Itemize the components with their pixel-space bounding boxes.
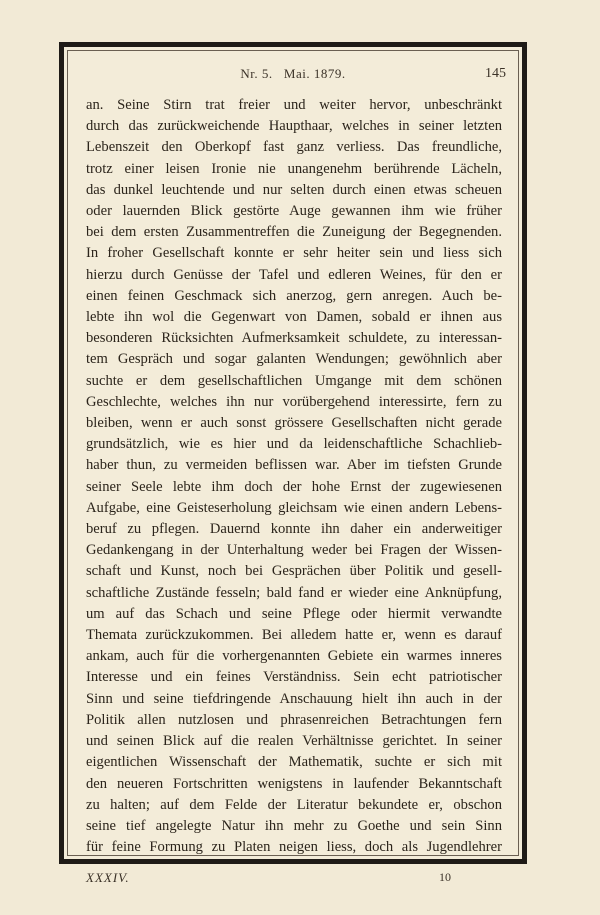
text-line: seiner Seele lebte ihm doch der hohe Ernst der zugewiesenen [86,478,502,495]
text-line: an. Seine Stirn trat freier und weiter hervor, unbeschränkt [86,97,502,113]
text-line: um auf das Schach und seine Pflege oder hiermit verwandte [86,605,502,622]
text-line: ankam, auch für die vorhergenannten Gebiete ein warmes inneres [86,648,502,665]
text-line: Aufgabe, eine Geisteserholung gleichsam wie einen andern Lebens- [86,499,502,516]
text-line: beruf zu pflegen. Dauernd konnte ihn daher ein anderweitiger [86,521,502,538]
text-line: suchte er dem gesellschaftlichen Umgange mit dem schönen [86,372,502,389]
text-line: lebte ihn wol die Gegenwart von Damen, sobald er ihnen aus [86,309,502,326]
page-frame [59,42,527,864]
text-line: Geschlechte, welches ihn nur vorübergehend interessirte, fern zu [86,393,502,410]
text-line: besonderen Rücksichten Aufmerksamkeit schuldete, zu interessan- [86,330,502,347]
text-line: haber thun, zu vermeiden beflissen war. Aber im tiefsten Grunde [86,457,502,474]
text-line: für feine Formung zu Platen neigen liess, doch als Jugendlehrer [86,839,502,856]
sheet-number: 10 [439,870,451,884]
issue-number: Nr. 5. [240,66,273,81]
text-line: durch das zurückweichende Haupthaar, welches in seiner letzten [86,118,502,135]
text-line: bei dem ersten Zusammentreffen die Zuneigung der Begegnenden. [86,224,502,241]
text-line: seine tief angelegte Natur ihn mehr zu Goethe und sein Sinn [86,817,502,834]
text-line: und seinen Blick auf die realen Verhältnisse gerichtet. In seiner [86,733,502,750]
text-line: Sinn und seine tiefdringende Anschauung hielt ihn auch in der [86,690,502,707]
page-number: 145 [485,66,506,81]
text-line: trotz einer leisen Ironie nie unangenehm berührende Lächeln, [86,160,502,177]
text-line: Gedankengang in der Unterhaltung weder bei Fragen der Wissen- [86,542,502,559]
text-line: Politik allen nutzlosen und phrasenreichen Betrachtungen fern [86,711,502,728]
text-line: Themata zurückzukommen. Bei alledem hatte er, wenn es darauf [86,627,502,644]
body-text [86,95,502,858]
signature-mark: XXXIV. [86,870,130,885]
text-line: eigentlichen Wissenschaft der Mathematik, suchte er sich mit [86,754,502,771]
text-line: schaft und Kunst, noch bei Gesprächen über Politik und gesell- [86,563,502,580]
text-line: zu halten; auf dem Felde der Literatur bekundete er, obschon [86,796,502,813]
running-head-title [64,66,522,82]
text-line: In froher Gesellschaft konnte er sehr heiter sein und liess sich [86,245,502,262]
running-head [64,66,522,86]
text-line: hierzu durch Genüsse der Tafel und edleren Weines, für den er [86,266,502,283]
text-line: einen feinen Geschmack sich anerzog, gern anregen. Auch be- [86,287,502,304]
text-line: oder lauernden Blick gestörte Auge gewannen ihm wie früher [86,203,502,220]
text-line: den neueren Fortschritten wenigstens in laufender Bekanntschaft [86,775,502,792]
text-line: bleiben, wenn er auch sonst grössere Gesellschaften nicht gerade [86,415,502,432]
issue-date: Mai. 1879. [283,66,346,81]
text-line: Interesse und ein feines Verständniss. Sein echt patriotischer [86,669,502,686]
text-line: grundsätzlich, wie es hier und da leidenschaftliche Schachlieb- [86,436,502,453]
text-line: schaftliche Zustände fesseln; bald fand er wieder eine Anknüpfung, [86,584,502,601]
text-line: Lebenszeit den Oberkopf fast ganz verliess. Das freundliche, [86,139,502,156]
text-line: das dunkel leuchtende und nur selten durch einen etwas scheuen [86,181,502,198]
text-line: tem Gespräch und sogar galanten Wendungen; gewöhnlich aber [86,351,502,368]
